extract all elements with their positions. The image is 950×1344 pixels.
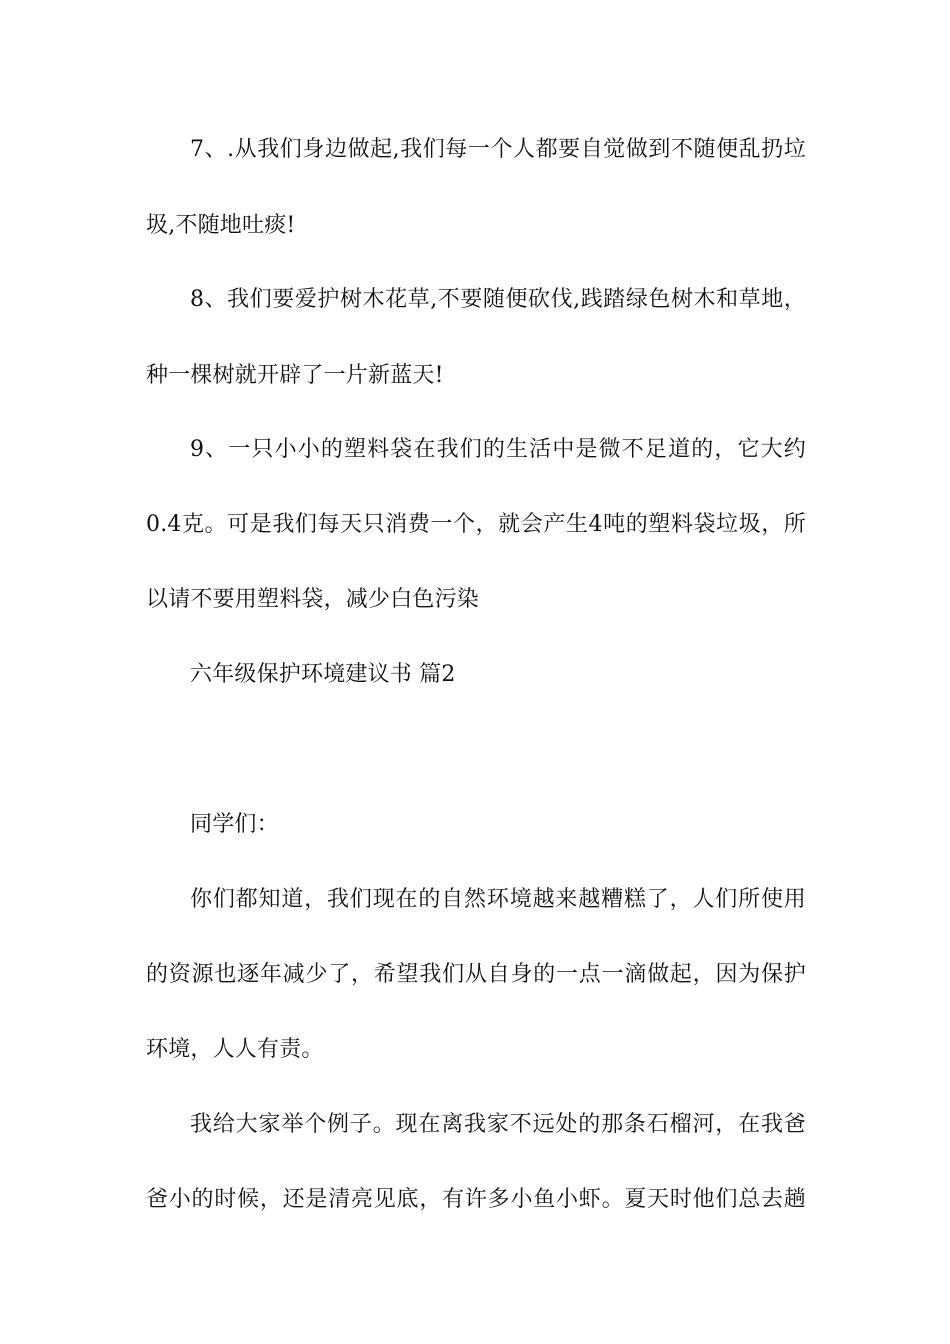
paragraph-7-line-1: 7、.从我们身边做起,我们每一个人都要自觉做到不随便乱扔垃 [190,137,806,162]
paragraph-9-line-1: 9、一只小小的塑料袋在我们的生活中是微不足道的，它大约 [190,437,806,462]
paragraph-a-line-2: 的资源也逐年减少了，希望我们从自身的一点一滴做起，因为保护 [146,962,806,987]
paragraph-8-line-2: 种一棵树就开辟了一片新蓝天! [146,363,444,388]
section-heading: 六年级保护环境建议书 篇2 [190,662,456,687]
paragraph-9-line-2: 0.4克。可是我们每天只消费一个，就会产生4吨的塑料袋垃圾，所 [146,512,806,537]
salutation: 同学们： [190,812,279,837]
paragraph-a-line-1: 你们都知道，我们现在的自然环境越来越糟糕了，人们所使用 [190,887,806,912]
paragraph-b-line-2: 爸小的时候，还是清亮见底，有许多小鱼小虾。夏天时他们总去趟 [146,1187,806,1212]
paragraph-7-line-2: 圾,不随地吐痰! [146,213,296,238]
paragraph-a-line-3: 环境，人人有责。 [146,1037,324,1062]
paragraph-9-line-3: 以请不要用塑料袋，减少白色污染 [146,587,480,612]
paragraph-b-line-1: 我给大家举个例子。现在离我家不远处的那条石榴河，在我爸 [190,1112,806,1137]
paragraph-8-line-1: 8、我们要爱护树木花草,不要随便砍伐,践踏绿色树木和草地， [190,287,806,312]
